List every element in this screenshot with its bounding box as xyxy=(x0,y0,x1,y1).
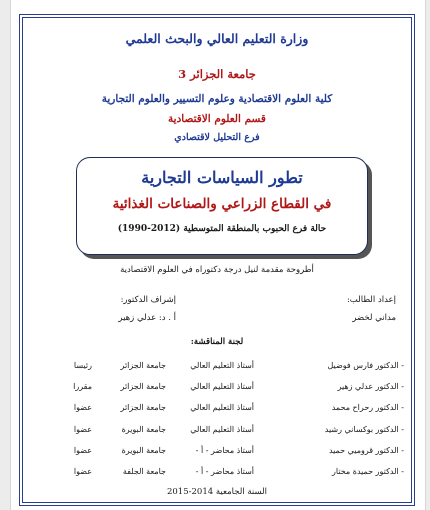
title-box xyxy=(76,157,368,255)
branch-name: فرع التحليل لاقتصادي xyxy=(174,132,260,143)
member-role: رئيسا xyxy=(73,361,92,370)
member-name: - الدكتور رحراح محمد xyxy=(331,403,404,412)
member-rank: أستاذ التعليم العالي xyxy=(190,382,254,391)
member-institution: جامعة الجلفة xyxy=(122,467,166,476)
committee-row xyxy=(20,403,414,421)
thesis-title-line2: في القطاع الزراعي والصناعات الغذائية xyxy=(112,196,332,212)
committee-row xyxy=(20,382,414,400)
member-role: مقررا xyxy=(73,382,92,391)
member-role: عضوا xyxy=(73,446,92,455)
member-name: - الدكتور فارس فوضيل xyxy=(327,361,404,370)
member-institution: جامعة الجزائر xyxy=(120,382,166,391)
page-border xyxy=(19,14,415,506)
department-name: قسم العلوم الاقتصادية xyxy=(168,113,266,125)
university-name: جامعة الجزائر 3 xyxy=(178,67,256,81)
ministry-name: وزارة التعليم العالي والبحث العلمي xyxy=(125,31,309,46)
thesis-title-line1: تطور السياسات التجارية xyxy=(141,168,303,187)
member-institution: جامعة البويرة xyxy=(121,446,166,455)
committee-title: لجنة المناقشة: xyxy=(190,337,244,347)
faculty-name: كلية العلوم الاقتصادية وعلوم التسيير والعلوم التجارية xyxy=(101,93,333,105)
committee-row xyxy=(20,467,414,485)
member-rank: أستاذ محاضر - أ - xyxy=(195,446,254,455)
member-institution: جامعة البويرة xyxy=(121,425,166,434)
committee-row xyxy=(20,425,414,443)
member-rank: أستاذ التعليم العالي xyxy=(190,425,254,434)
member-name: - الدكتور عدلي زهير xyxy=(337,382,404,391)
member-name: - الدكتور حميدة مختار xyxy=(332,467,404,476)
member-institution: جامعة الجزائر xyxy=(120,361,166,370)
supervisor-name: أ . د: عدلي زهير xyxy=(118,313,176,323)
member-role: عضوا xyxy=(73,425,92,434)
member-rank: أستاذ التعليم العالي xyxy=(190,403,254,412)
member-name: - الدكتور بوكساني رشيد xyxy=(324,425,404,434)
member-role: عضوا xyxy=(73,403,92,412)
committee-row xyxy=(20,446,414,464)
member-role: عضوا xyxy=(73,467,92,476)
student-name: مداني لخضر xyxy=(352,313,396,323)
student-label: إعداد الطالب: xyxy=(346,295,396,305)
member-rank: أستاذ محاضر - أ - xyxy=(195,467,254,476)
document-page xyxy=(10,0,426,510)
supervisor-label: إشراف الدكتور: xyxy=(120,295,176,305)
member-institution: جامعة الجزائر xyxy=(120,403,166,412)
thesis-subtitle: حالة فرع الحبوب بالمنطقة المتوسطية (2012-1990) xyxy=(117,224,327,234)
committee-row xyxy=(20,361,414,379)
member-name: - الدكتور قروميي حميد xyxy=(328,446,404,455)
thesis-note: أطروحة مقدمة لنيل درجة دكتوراه في العلوم الاقتصادية xyxy=(120,265,314,275)
academic-year: السنة الجامعية 2014-2015 xyxy=(166,487,268,497)
member-rank: أستاذ التعليم العالي xyxy=(190,361,254,370)
